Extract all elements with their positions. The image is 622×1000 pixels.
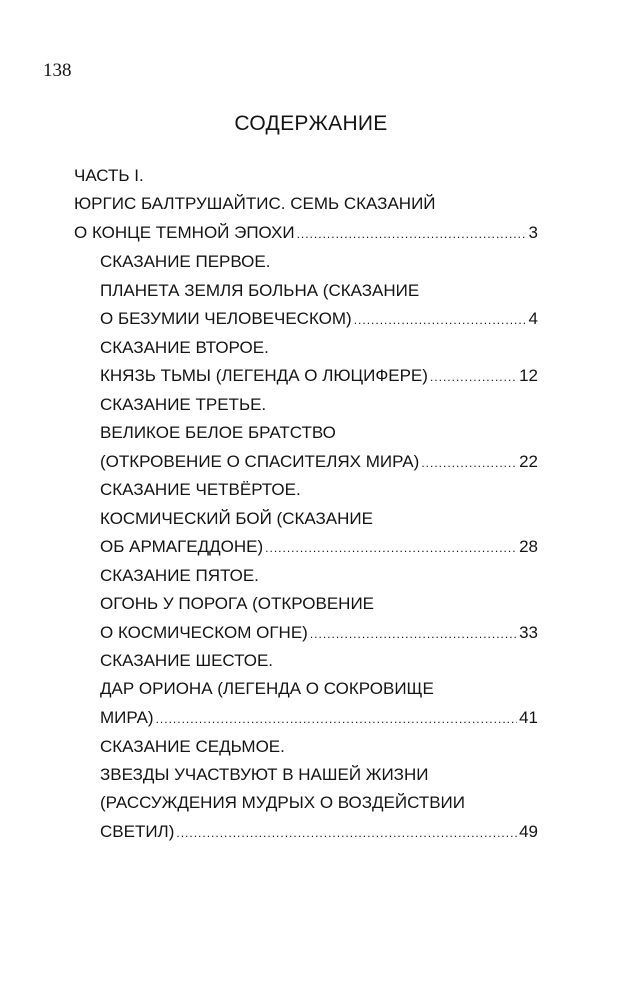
toc-title-line <box>100 676 538 702</box>
toc-title-text: ЗВЕЗДЫ УЧАСТВУЮТ В НАШЕЙ ЖИЗНИ <box>100 765 429 784</box>
toc-entry-title: О КОСМИЧЕСКОМ ОГНЕ) <box>100 623 308 642</box>
toc-page-number: 22 <box>519 452 538 471</box>
toc-entry[interactable] <box>100 449 538 475</box>
toc-section-heading <box>100 734 538 760</box>
toc-entry-title: МИРА) <box>100 708 154 727</box>
toc-section-label: СКАЗАНИЕ ШЕСТОЕ. <box>100 651 274 670</box>
toc-author-text: ЮРГИС БАЛТРУШАЙТИС. СЕМЬ СКАЗАНИЙ <box>74 194 436 213</box>
toc-title-line <box>100 420 538 446</box>
toc-page-number: 3 <box>528 223 538 242</box>
toc-section-label: СКАЗАНИЕ ТРЕТЬЕ. <box>100 395 267 414</box>
toc-title-text: (РАССУЖДЕНИЯ МУДРЫХ О ВОЗДЕЙСТВИИ <box>100 793 465 812</box>
toc-title-line <box>100 762 538 788</box>
toc-entry-title: КНЯЗЬ ТЬМЫ (ЛЕГЕНДА О ЛЮЦИФЕРЕ) <box>100 366 428 385</box>
toc-section-heading <box>100 648 538 674</box>
toc-section-heading <box>100 392 538 418</box>
toc-page-number: 28 <box>519 537 538 556</box>
toc-page-number: 49 <box>519 822 538 841</box>
dot-leader <box>421 450 517 476</box>
toc-section-label: СКАЗАНИЕ ВТОРОЕ. <box>100 338 269 357</box>
toc-title-line <box>100 278 538 304</box>
dot-leader <box>156 706 517 732</box>
toc-section-heading <box>100 477 538 503</box>
toc-section-heading <box>100 335 538 361</box>
dot-leader <box>297 221 527 247</box>
toc-title-text: КОСМИЧЕСКИЙ БОЙ (СКАЗАНИЕ <box>100 509 373 528</box>
toc-title-text: ВЕЛИКОЕ БЕЛОЕ БРАТСТВО <box>100 423 336 442</box>
page-title: СОДЕРЖАНИЕ <box>234 112 388 135</box>
toc-title-text: ПЛАНЕТА ЗЕМЛЯ БОЛЬНА (СКАЗАНИЕ <box>100 281 420 300</box>
toc-page-number: 12 <box>519 366 538 385</box>
toc-section-label: СКАЗАНИЕ ПЕРВОЕ. <box>100 252 271 271</box>
toc-entry[interactable] <box>100 620 538 646</box>
toc-entry[interactable] <box>100 819 538 845</box>
toc-section-label: СКАЗАНИЕ ЧЕТВЁРТОЕ. <box>100 480 301 499</box>
toc-entry[interactable] <box>100 534 538 560</box>
toc-title-text: ДАР ОРИОНА (ЛЕГЕНДА О СОКРОВИЩЕ <box>100 679 434 698</box>
dot-leader <box>354 307 527 333</box>
toc-section-heading <box>100 563 538 589</box>
toc-entry-title: О КОНЦЕ ТЕМНОЙ ЭПОХИ <box>74 223 295 242</box>
toc-entry-title: (ОТКРОВЕНИЕ О СПАСИТЕЛЯХ МИРА) <box>100 452 420 471</box>
toc-title-line <box>100 790 538 816</box>
dot-leader <box>176 820 517 846</box>
dot-leader <box>265 535 517 561</box>
toc-page-number: 41 <box>519 708 538 727</box>
toc-entry[interactable] <box>100 306 538 332</box>
toc-entry-title: СВЕТИЛ) <box>100 822 175 841</box>
toc-entry[interactable] <box>100 705 538 731</box>
toc-page-number: 4 <box>528 309 538 328</box>
toc-entry[interactable] <box>74 220 538 246</box>
toc-page-number: 33 <box>519 623 538 642</box>
toc-entry-title: О БЕЗУМИИ ЧЕЛОВЕЧЕСКОМ) <box>100 309 352 328</box>
toc-section-label: СКАЗАНИЕ СЕДЬМОЕ. <box>100 737 285 756</box>
toc-title-line <box>100 591 538 617</box>
dot-leader <box>430 364 517 390</box>
toc-title-text: ОГОНЬ У ПОРОГА (ОТКРОВЕНИЕ <box>100 594 375 613</box>
toc-part-heading <box>74 163 538 189</box>
dot-leader <box>310 621 517 647</box>
toc-section-heading <box>100 249 538 275</box>
toc-section-label: СКАЗАНИЕ ПЯТОЕ. <box>100 566 259 585</box>
toc-entry[interactable] <box>100 363 538 389</box>
page-number: 138 <box>43 60 72 81</box>
toc-title-line <box>100 506 538 532</box>
toc-part-label: ЧАСТЬ I. <box>74 166 144 185</box>
toc-author-line <box>74 191 538 217</box>
toc-entry-title: ОБ АРМАГЕДДОНЕ) <box>100 537 264 556</box>
